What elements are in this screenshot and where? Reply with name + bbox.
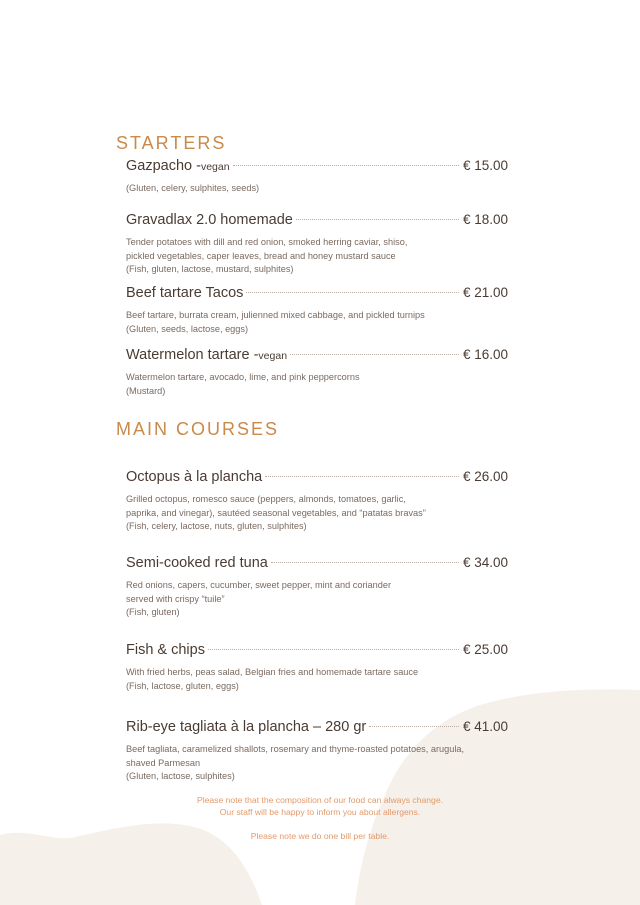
- item-name: Watermelon tartare -: [126, 347, 259, 363]
- item-name: Fish & chips: [126, 642, 205, 658]
- dotted-leader: [290, 354, 459, 355]
- item-allergens: (Gluten, seeds, lactose, eggs): [126, 323, 249, 334]
- item-allergens: (Fish, gluten, lactose, mustard, sulphites): [126, 264, 294, 274]
- allergen-note-line-1: Please note that the composition of our food can always change.: [196, 795, 444, 805]
- dotted-leader: [233, 165, 459, 166]
- menu-item-beef-tartare-tacos: [126, 285, 508, 336]
- item-allergens: (Fish, celery, lactose, nuts, gluten, sulphites): [126, 521, 307, 531]
- item-description: With fried herbs, peas salad, Belgian fries and homemade tartare sauce: [126, 667, 419, 677]
- item-description: Grilled octopus, romesco sauce (peppers, almonds, tomatoes, garlic, paprika, and vinegar), sautéed seasonal vegetables, and “patatas bravas”: [126, 494, 426, 518]
- menu-item-fish-and-chips: [126, 642, 508, 693]
- allergen-note-line-2: Our staff will be happy to inform you about allergens.: [219, 807, 421, 817]
- item-allergens: (Mustard): [126, 385, 166, 396]
- menu-item-octopus: [126, 469, 508, 534]
- item-price: € 21.00: [462, 285, 508, 300]
- item-price: € 41.00: [462, 719, 508, 734]
- item-price: € 25.00: [462, 642, 508, 657]
- item-description: Watermelon tartare, avocado, lime, and pink peppercorns: [126, 372, 360, 382]
- dotted-leader: [265, 476, 459, 477]
- menu-item-rib-eye-tagliata: [126, 719, 508, 784]
- item-name: Octopus à la plancha: [126, 469, 263, 485]
- dotted-leader: [271, 562, 459, 563]
- item-name: Beef tartare Tacos: [126, 285, 244, 301]
- main-courses-title: MAIN COURSES: [116, 419, 280, 439]
- item-description: Beef tartare, burrata cream, julienned mixed cabbage, and pickled turnips: [126, 310, 425, 320]
- menu-item-watermelon-tartare: [126, 347, 508, 398]
- item-price: € 34.00: [462, 555, 508, 570]
- item-description: Beef tagliata, caramelized shallots, rosemary and thyme-roasted potatoes, arugula, shaved Parmesan: [126, 744, 465, 768]
- dotted-leader: [246, 292, 459, 293]
- item-description: Tender potatoes with dill and red onion, smoked herring caviar, shiso, pickled vegetables, caper leaves, bread and honey mustard sauce: [126, 237, 408, 261]
- item-name: Semi-cooked red tuna: [126, 555, 268, 571]
- menu-item-gazpacho: [126, 158, 508, 196]
- item-name: Gazpacho -: [126, 158, 201, 174]
- menu-item-red-tuna: [126, 555, 508, 620]
- dotted-leader: [369, 726, 459, 727]
- dotted-leader: [296, 219, 459, 220]
- item-name: Rib-eye tagliata à la plancha – 280 gr: [126, 719, 367, 735]
- item-price: € 16.00: [462, 347, 508, 362]
- item-price: € 18.00: [462, 212, 508, 227]
- allergen-note: [0, 794, 640, 818]
- item-price: € 15.00: [462, 158, 508, 173]
- dotted-leader: [208, 649, 459, 650]
- vegan-tag: vegan: [258, 350, 288, 362]
- item-price: € 26.00: [462, 469, 508, 484]
- bill-note: Please note we do one bill per table.: [250, 831, 390, 841]
- item-allergens: (Fish, lactose, gluten, eggs): [126, 680, 239, 691]
- item-name: Gravadlax 2.0 homemade: [126, 212, 293, 228]
- item-allergens: (Gluten, celery, sulphites, seeds): [126, 183, 260, 193]
- item-allergens: (Gluten, lactose, sulphites): [126, 771, 235, 781]
- starters-title: STARTERS: [116, 133, 227, 153]
- item-allergens: (Fish, gluten): [126, 607, 180, 617]
- vegan-tag: vegan: [200, 161, 230, 173]
- menu-item-gravadlax: [126, 212, 508, 277]
- item-description: Red onions, capers, cucumber, sweet pepper, mint and coriander served with crispy “tuile”: [126, 580, 392, 604]
